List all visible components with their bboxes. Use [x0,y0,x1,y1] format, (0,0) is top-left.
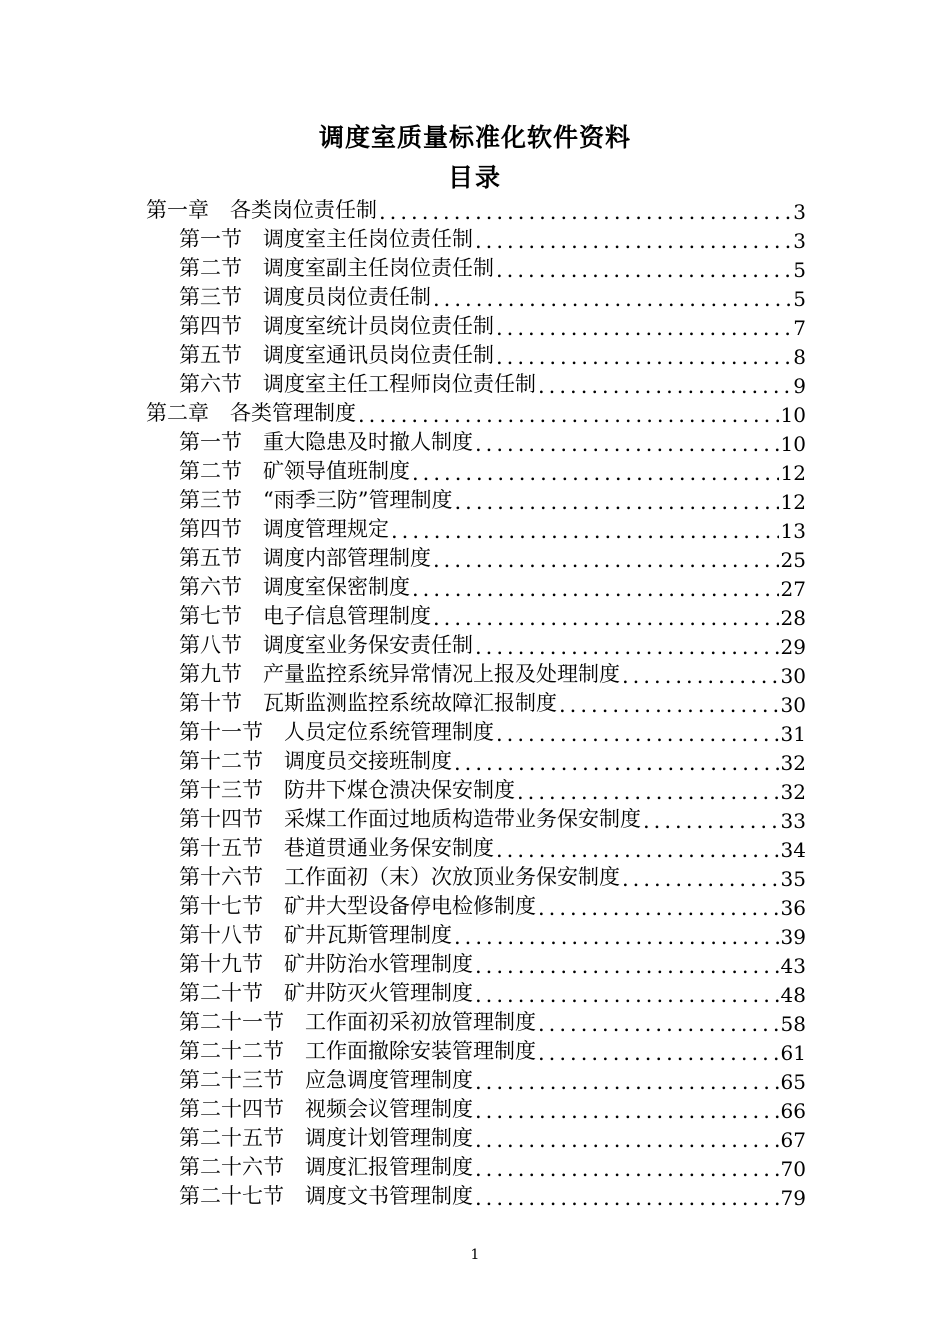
toc-entry-label: 第十一节 人员定位系统管理制度 [179,720,494,744]
toc-entry-section[interactable] [179,1065,806,1094]
toc-dot-leader [391,519,779,543]
toc-entry-label: 第四节 调度管理规定 [179,517,389,541]
toc-entry-label: 第五节 调度室通讯员岗位责任制 [179,343,494,367]
toc-dot-leader [475,1186,779,1210]
toc-entry-section[interactable] [179,1036,806,1065]
toc-dot-leader [538,1012,779,1036]
toc-entry-page: 61 [780,1041,806,1065]
toc-entry-page: 67 [780,1128,806,1152]
toc-entry-page: 31 [780,722,806,746]
toc-entry-section[interactable] [179,427,806,456]
toc-entry-page: 58 [780,1012,806,1036]
toc-entry-page: 9 [793,374,806,398]
toc-entry-section[interactable] [179,282,806,311]
toc-entry-page: 66 [780,1099,806,1123]
toc-entry-section[interactable] [179,543,806,572]
toc-entry-page: 3 [793,229,806,253]
toc-entry-page: 43 [780,954,806,978]
toc-entry-section[interactable] [179,746,806,775]
toc-dot-leader [454,490,778,514]
toc-entry-label: 第二十三节 应急调度管理制度 [179,1068,473,1092]
toc-entry-label: 第六节 调度室主任工程师岗位责任制 [179,372,536,396]
toc-entry-chapter[interactable] [146,195,806,224]
toc-entry-page: 30 [780,664,806,688]
toc-dot-leader [475,1070,779,1094]
toc-dot-leader [538,896,779,920]
toc-dot-leader [454,751,779,775]
toc-dot-leader [475,954,779,978]
toc-entry-label: 第三节 “雨季三防”管理制度 [179,488,453,512]
toc-entry-label: 第二十六节 调度汇报管理制度 [179,1155,473,1179]
toc-entry-page: 8 [793,345,806,369]
toc-entry-page: 5 [793,287,806,311]
toc-entry-label: 第十节 瓦斯监测监控系统故障汇报制度 [179,691,557,715]
toc-entry-label: 第一节 重大隐患及时撤人制度 [179,430,473,454]
toc-entry-section[interactable] [179,601,806,630]
toc-dot-leader [475,1157,779,1181]
toc-entry-label: 第五节 调度内部管理制度 [179,546,431,570]
toc-dot-leader [475,983,779,1007]
toc-dot-leader [496,838,779,862]
toc-entry-label: 第二十节 矿井防灭火管理制度 [179,981,473,1005]
toc-entry-section[interactable] [179,949,806,978]
toc-entry-page: 13 [780,519,806,543]
toc-entry-page: 36 [780,896,806,920]
toc-entry-page: 29 [780,635,806,659]
toc-dot-leader [496,722,779,746]
toc-dot-leader [496,316,791,340]
toc-entry-page: 25 [780,548,806,572]
toc-entry-section[interactable] [179,659,806,688]
toc-dot-leader [622,867,779,891]
toc-entry-section[interactable] [179,253,806,282]
toc-dot-leader [433,287,791,311]
toc-entry-label: 第十六节 工作面初（末）次放顶业务保安制度 [179,865,620,889]
page-number: 1 [470,1247,480,1263]
toc-entry-section[interactable] [179,775,806,804]
toc-dot-leader [433,606,779,630]
toc-entry-section[interactable] [179,369,806,398]
toc-entry-page: 30 [780,693,806,717]
toc-dot-leader [379,200,791,224]
toc-dot-leader [538,1041,779,1065]
toc-dot-leader [517,780,779,804]
toc-entry-label: 第六节 调度室保密制度 [179,575,410,599]
toc-entry-section[interactable] [179,485,806,514]
toc-entry-label: 第十七节 矿井大型设备停电检修制度 [179,894,536,918]
toc-dot-leader [412,461,779,485]
toc-dot-leader [643,809,779,833]
toc-entry-section[interactable] [179,717,806,746]
toc-entry-section[interactable] [179,891,806,920]
toc-dot-leader [496,345,791,369]
toc-entry-label: 第二十五节 调度计划管理制度 [179,1126,473,1150]
toc-entry-page: 5 [793,258,806,282]
toc-entry-page: 12 [780,461,806,485]
toc-entry-label: 第九节 产量监控系统异常情况上报及处理制度 [179,662,620,686]
toc-entry-page: 32 [780,780,806,804]
toc-entry-section[interactable] [179,224,806,253]
toc-entry-page: 65 [780,1070,806,1094]
toc-entry-section[interactable] [179,456,806,485]
toc-entry-section[interactable] [179,1181,806,1210]
toc-dot-leader [475,229,791,253]
toc-entry-label: 第二十二节 工作面撤除安装管理制度 [179,1039,536,1063]
toc-entry-page: 32 [780,751,806,775]
toc-entry-page: 33 [780,809,806,833]
toc-entry-section[interactable] [179,1152,806,1181]
toc-entry-section[interactable] [179,862,806,891]
toc-entry-label: 第一节 调度室主任岗位责任制 [179,227,473,251]
toc-entry-label: 第十五节 巷道贯通业务保安制度 [179,836,494,860]
toc-entry-section[interactable] [179,920,806,949]
toc-entry-label: 第八节 调度室业务保安责任制 [179,633,473,657]
toc-entry-label: 第二章 各类管理制度 [146,401,356,425]
toc-dot-leader [433,548,779,572]
toc-entry-section[interactable] [179,833,806,862]
toc-entry-label: 第二节 矿领导值班制度 [179,459,410,483]
toc-entry-label: 第二十一节 工作面初采初放管理制度 [179,1010,536,1034]
toc-entry-label: 第十九节 矿井防治水管理制度 [179,952,473,976]
toc-dot-leader [622,664,779,688]
toc-dot-leader [412,577,779,601]
toc-entry-label: 第二十四节 视频会议管理制度 [179,1097,473,1121]
toc-entry-page: 39 [780,925,806,949]
toc-entry-label: 第四节 调度室统计员岗位责任制 [179,314,494,338]
toc-entry-page: 7 [793,316,806,340]
toc-entry-page: 35 [780,867,806,891]
toc-entry-section[interactable] [179,572,806,601]
toc-entry-page: 3 [793,200,806,224]
toc-entry-label: 第二节 调度室副主任岗位责任制 [179,256,494,280]
toc-entry-page: 48 [780,983,806,1007]
toc-dot-leader [475,1099,779,1123]
toc-dot-leader [475,432,779,456]
toc-entry-label: 第三节 调度员岗位责任制 [179,285,431,309]
toc-entry-label: 第七节 电子信息管理制度 [179,604,431,628]
toc-entry-page: 10 [780,403,806,427]
toc-entry-page: 10 [780,432,806,456]
toc-dot-leader [358,403,779,427]
toc-entry-chapter[interactable] [146,398,806,427]
toc-entry-section[interactable] [179,978,806,1007]
toc-entry-section[interactable] [179,688,806,717]
toc-entry-section[interactable] [179,1094,806,1123]
toc-entry-page: 34 [780,838,806,862]
toc-entry-section[interactable] [179,1007,806,1036]
toc-entry-section[interactable] [179,804,806,833]
toc-entry-section[interactable] [179,1123,806,1152]
toc-entry-label: 第十三节 防井下煤仓溃决保安制度 [179,778,515,802]
toc-entry-label: 第十二节 调度员交接班制度 [179,749,452,773]
toc-entry-page: 27 [780,577,806,601]
toc-dot-leader [475,1128,779,1152]
toc-entry-label: 第十八节 矿井瓦斯管理制度 [179,923,452,947]
toc-entry-label: 第十四节 采煤工作面过地质构造带业务保安制度 [179,807,641,831]
toc-entry-section[interactable] [179,340,806,369]
toc-dot-leader [496,258,791,282]
document-title: 调度室质量标准化软件资料 [318,123,631,152]
toc-dot-leader [538,374,791,398]
toc-dot-leader [559,693,779,717]
toc-entry-page: 12 [780,490,806,514]
toc-heading: 目录 [447,163,502,192]
toc-entry-section[interactable] [179,311,806,340]
toc-entry-page: 28 [780,606,806,630]
toc-dot-leader [475,635,779,659]
toc-entry-page: 79 [780,1186,806,1210]
toc-entry-section[interactable] [179,630,806,659]
toc-entry-label: 第一章 各类岗位责任制 [146,198,377,222]
toc-entry-label: 第二十七节 调度文书管理制度 [179,1184,473,1208]
toc-dot-leader [454,925,779,949]
toc-entry-page: 70 [780,1157,806,1181]
toc-entry-section[interactable] [179,514,806,543]
